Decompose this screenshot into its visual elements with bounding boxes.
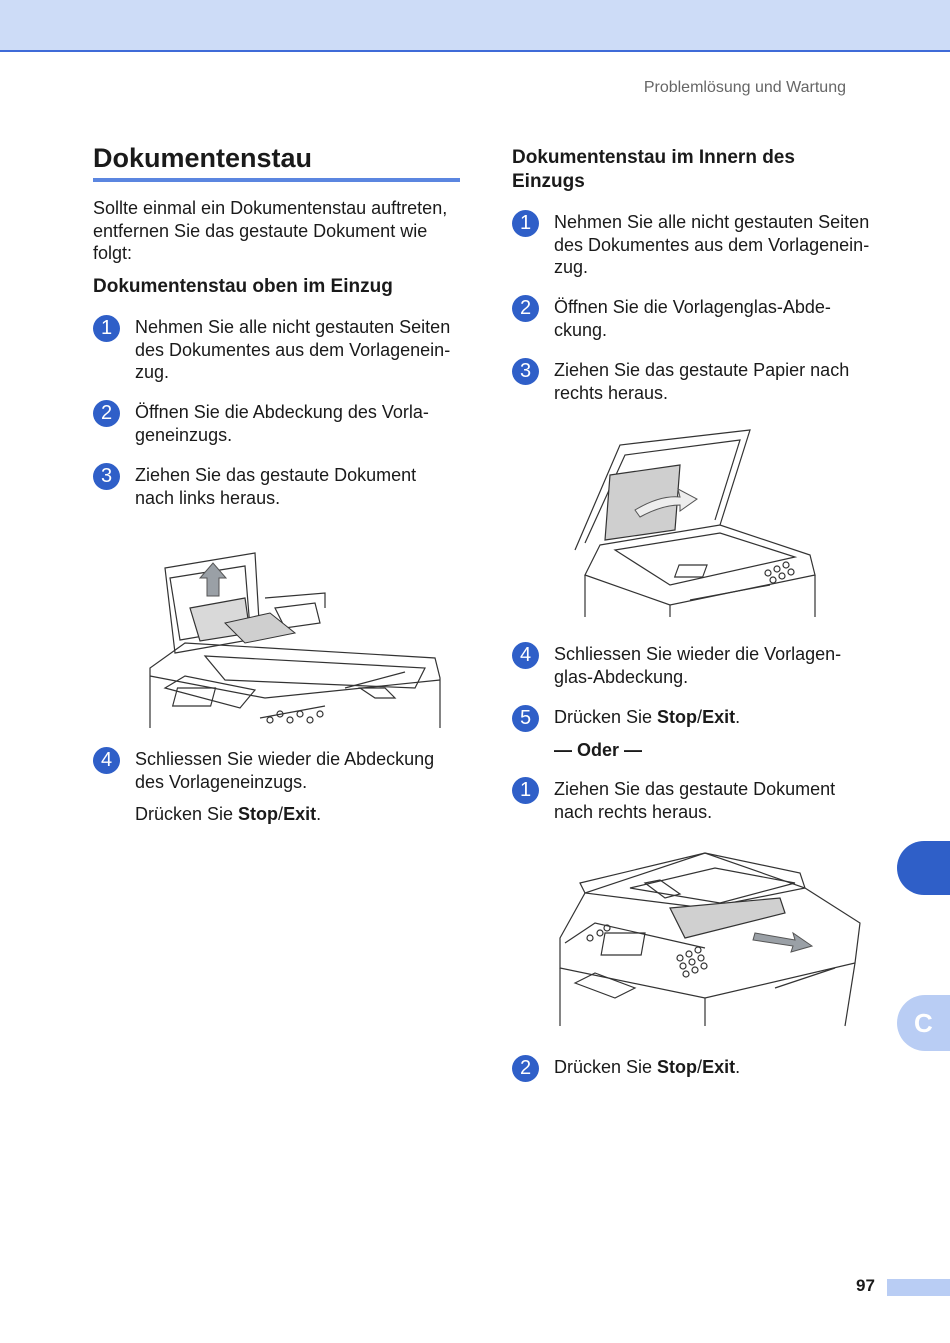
page-title: Dokumentenstau bbox=[93, 143, 313, 173]
step-number-badge: 2 bbox=[512, 295, 539, 322]
press-stop-exit-left: Drücken Sie Stop/Exit. bbox=[135, 804, 322, 824]
or-separator: — Oder — bbox=[554, 740, 643, 760]
step-number-badge: 2 bbox=[93, 400, 120, 427]
printer-glass-cover-open-illustration bbox=[570, 425, 825, 620]
step-number-badge: 2 bbox=[512, 1055, 539, 1082]
step-number-badge: 1 bbox=[512, 777, 539, 804]
step-number-badge: 3 bbox=[93, 463, 120, 490]
printer-adf-open-illustration bbox=[145, 548, 445, 733]
section-heading-top-feeder: Dokumentenstau oben im Einzug bbox=[93, 276, 393, 297]
chapter-tab-active bbox=[897, 841, 950, 895]
step-number-badge: 5 bbox=[512, 705, 539, 732]
arrow-up-icon bbox=[200, 563, 226, 596]
intro-paragraph: Sollte einmal ein Dokumentenstau auftreten, entfernen Sie das gestaute Dokument wie folgt: bbox=[93, 198, 448, 263]
exit-key-label: Exit bbox=[702, 1057, 736, 1077]
page-number-bar bbox=[887, 1279, 950, 1296]
arrow-right-icon bbox=[753, 933, 812, 952]
exit-key-label: Exit bbox=[283, 804, 317, 824]
exit-key-label: Exit bbox=[702, 707, 736, 727]
section-heading-inside-feeder: Dokumentenstau im Innern des Einzugs bbox=[512, 147, 795, 192]
step-number-badge: 4 bbox=[93, 747, 120, 774]
step-number-badge: 1 bbox=[512, 210, 539, 237]
chapter-tab-letter: C bbox=[897, 995, 950, 1051]
running-title: Problemlösung und Wartung bbox=[643, 79, 846, 96]
step-number-badge: 4 bbox=[512, 642, 539, 669]
header-band bbox=[0, 0, 950, 52]
stop-key-label: Stop bbox=[657, 1057, 698, 1077]
page-number: 97 bbox=[856, 1276, 875, 1295]
printer-closed-illustration bbox=[555, 848, 865, 1028]
step-number-badge: 3 bbox=[512, 358, 539, 385]
step-number-badge: 1 bbox=[93, 315, 120, 342]
stop-key-label: Stop bbox=[657, 707, 698, 727]
title-underline bbox=[93, 178, 460, 182]
stop-key-label: Stop bbox=[238, 804, 279, 824]
